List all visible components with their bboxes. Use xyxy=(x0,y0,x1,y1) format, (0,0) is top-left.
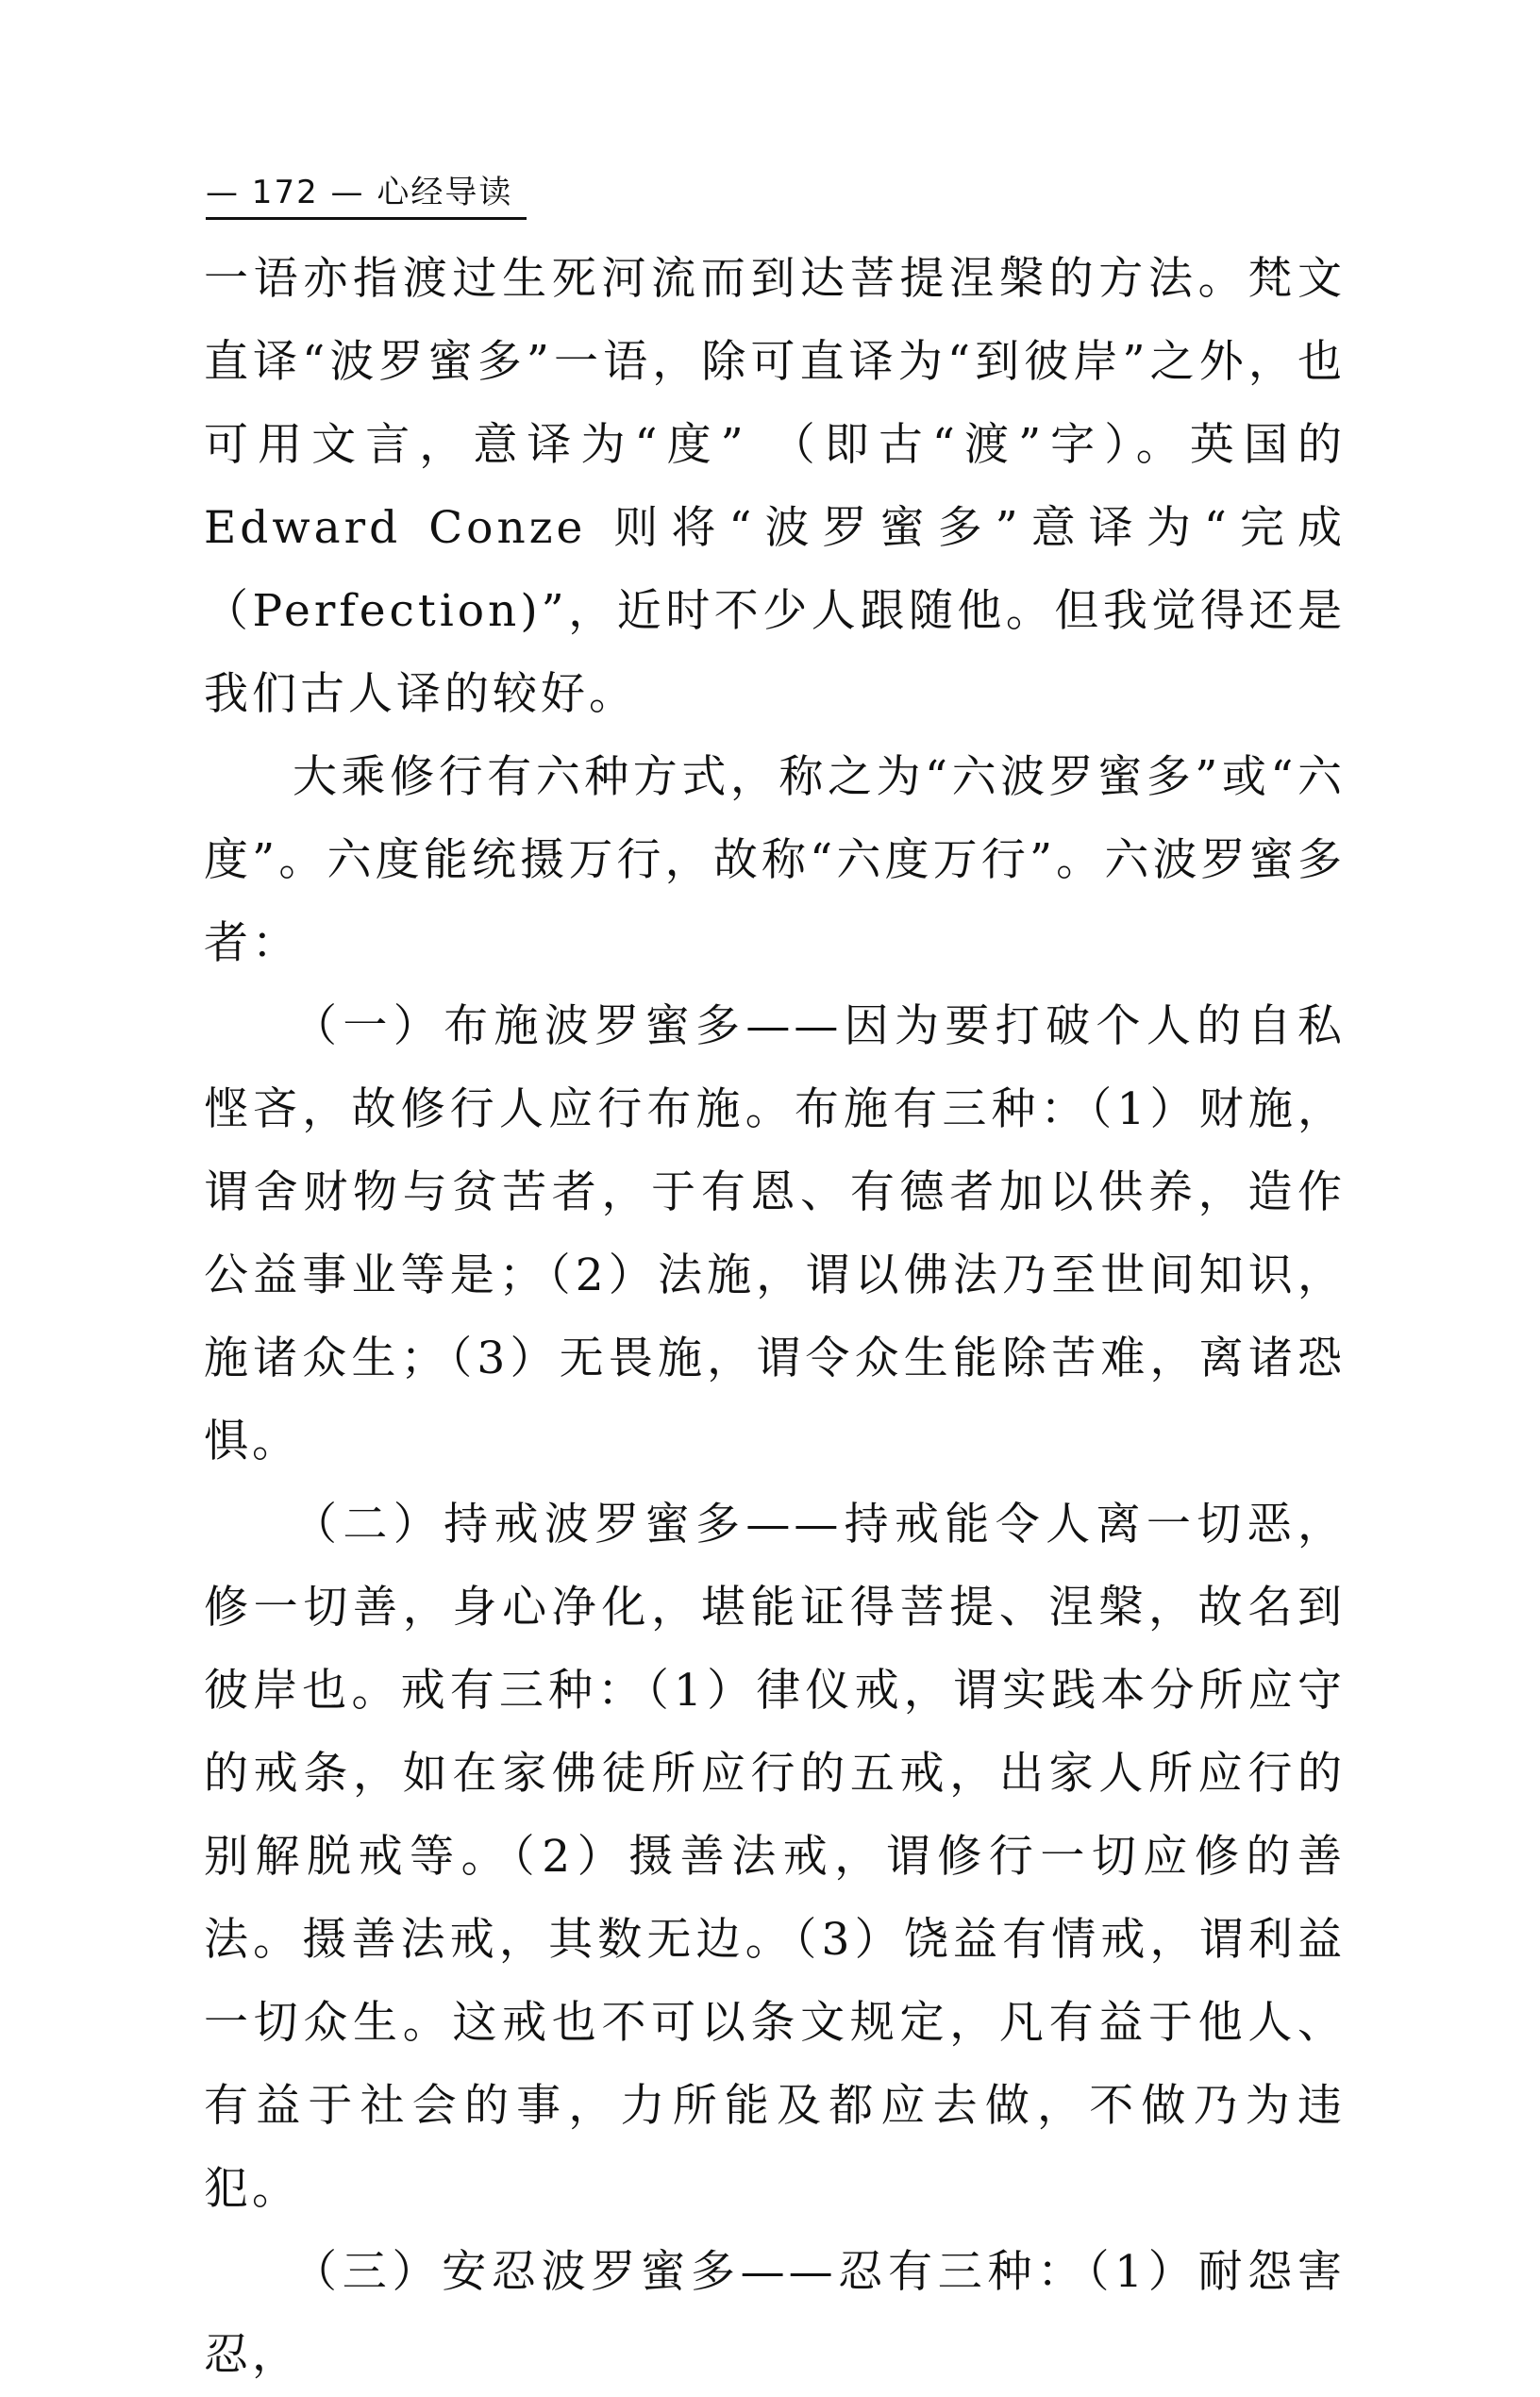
paragraph-1: 一语亦指渡过生死河流而到达菩提涅槃的方法。梵文直译“波罗蜜多”一语，除可直译为“到彼岸”之外，也可用文言，意译为“度” （即古“渡”字）。英国的Edward Conze 则将“波罗蜜多”意译为“完成（Perfection)”，近时不少人跟随他。但我觉得还是我们古人译的较好。 xyxy=(204,253,1346,720)
paragraph-5: （三）安忍波罗蜜多——忍有三种：（1）耐怨害忍， xyxy=(204,2246,1346,2381)
body-text xyxy=(204,238,1346,2397)
paragraph-2: 大乘修行有六种方式，称之为“六波罗蜜多”或“六度”。六度能统摄万行，故称“六度万行”。六波罗蜜多者： xyxy=(204,751,1346,969)
header-rule xyxy=(206,217,527,220)
running-header: — 172 — 心经导读 xyxy=(206,174,513,211)
paragraph-3: （一）布施波罗蜜多——因为要打破个人的自私悭吝，故修行人应行布施。布施有三种：（1）财施，谓舍财物与贫苦者，于有恩、有德者加以供养，造作公益事业等是；（2）法施，谓以佛法乃至世间知识，施诸众生；（3）无畏施，谓令众生能除苦难，离诸恐惧。 xyxy=(204,1000,1346,1467)
paragraph-4: （二）持戒波罗蜜多——持戒能令人离一切恶，修一切善，身心净化，堪能证得菩提、涅槃，故名到彼岸也。戒有三种：（1）律仪戒，谓实践本分所应守的戒条，如在家佛徒所应行的五戒，出家人所应行的别解脱戒等。（2）摄善法戒，谓修行一切应修的善法。摄善法戒，其数无边。（3）饶益有情戒，谓利益一切众生。这戒也不可以条文规定，凡有益于他人、有益于社会的事，力所能及都应去做，不做乃为违犯。 xyxy=(204,1499,1346,2215)
